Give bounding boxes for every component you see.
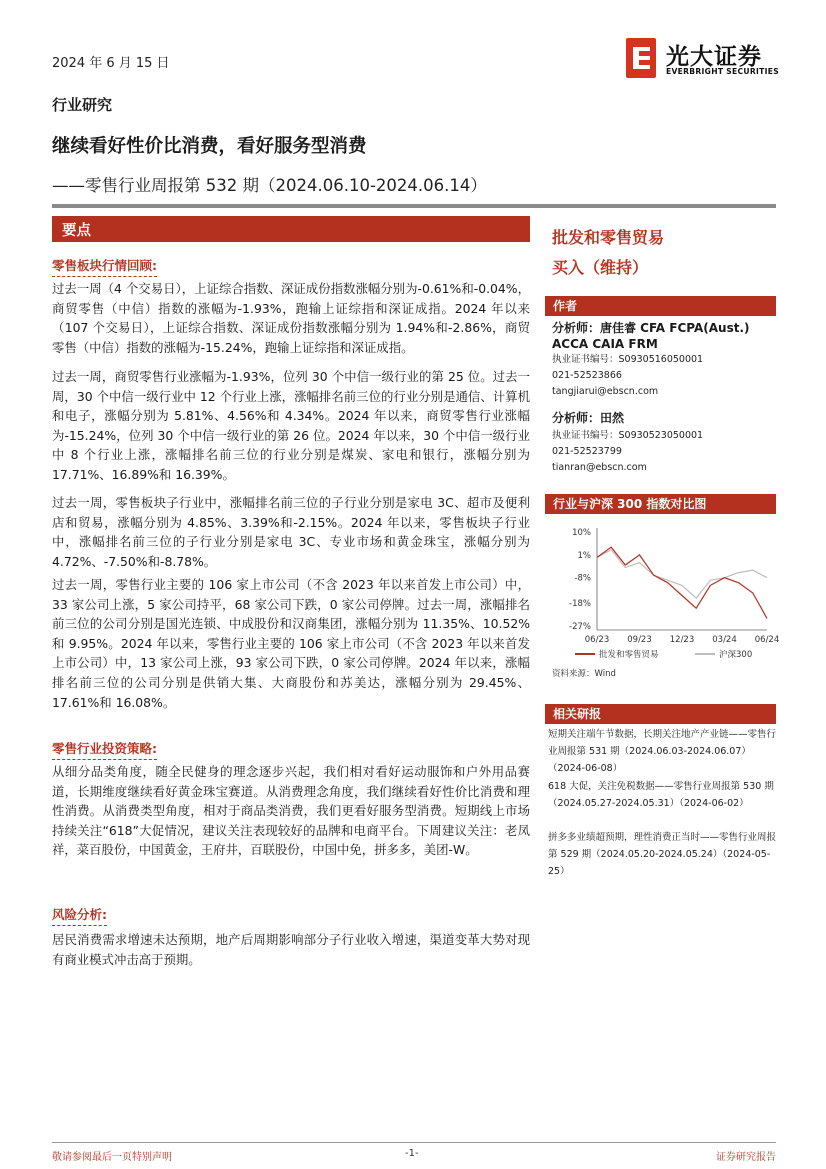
- legend-label: 沪深300: [719, 650, 753, 660]
- index-comparison-chart: [545, 520, 780, 665]
- report-title: 继续看好性价比消费，看好服务型消费: [52, 136, 367, 157]
- section-heading-market-review: 零售板块行情回顾:: [52, 256, 157, 277]
- related-report-1[interactable]: 短期关注端午节数据，长期关注地产产业链——零售行业周报第 531 期（2024.06.03-2024.06.07）（2024-06-08）: [548, 729, 777, 774]
- analyst-2-name: 分析师：田然: [552, 411, 625, 425]
- report-subtitle: ——零售行业周报第 532 期（2024.06.10-2024.06.14）: [52, 176, 487, 195]
- section-heading-risk: 风险分析:: [52, 905, 107, 926]
- y-tick-label: 1%: [577, 550, 591, 561]
- analyst-2-email[interactable]: tianran@ebscn.com: [552, 462, 647, 473]
- everbright-logo: [626, 36, 780, 82]
- x-tick-label: 12/23: [669, 635, 695, 645]
- y-tick-label: -27%: [569, 622, 591, 632]
- y-tick-label: -8%: [574, 573, 591, 584]
- header-divider: [52, 204, 776, 208]
- footer-divider: [52, 1142, 776, 1143]
- y-tick-label: -18%: [569, 599, 591, 610]
- analyst-1-phone: 021-52523866: [552, 370, 622, 381]
- y-tick-label: 10%: [572, 528, 591, 538]
- paragraph-market-2: 过去一周，商贸零售行业涨幅为-1.93%，位列 30 个中信一级行业的第 25 位。过去一周，30 个中信一级行业中 12 个行业上涨，涨幅排名前三位的行业分别是通信、计算机和电子，涨幅分别为 5.81%、4.56%和 4.34%。2024 年以来，商贸零售行业涨幅为-15.24%，位列 30 个中信一级行业的第 26 位。2024 年以来，30 个中信一级行业中 8 个行业上涨，涨幅排名前三位的行业分别是煤炭、家电和银行，涨幅分别为 17.71%、16.89%和 16.39%。: [52, 369, 530, 482]
- series-line: [597, 547, 767, 618]
- paragraph-market-4: 过去一周，零售行业主要的 106 家上市公司（不含 2023 年以来首发上市公司）中，33 家公司上涨，5 家公司持平，68 家公司下跌，0 家公司停牌。过去一周，涨幅排名前三位的公司分别是国光连锁、中成股份和汉商集团，涨幅分别为 11.35%、10.52%和 9.95%。2024 年以来，零售行业主要的 106 家上市公司（不含 2023 年以来首发上市公司）中，13 家公司上涨，93 家公司下跌，0 家公司停牌。2024 年以来，涨幅排名前三位的公司分别是供销大集、大商股份和苏美达，涨幅分别为 29.45%、17.61%和 16.08%。: [52, 577, 530, 710]
- paragraph-strategy: 从细分品类角度，随全民健身的理念逐步兴起，我们相对看好运动服饰和户外用品赛道，长期维度继续看好黄金珠宝赛道。从消费理念角度，我们继续看好性价比消费和理性消费。从消费类型角度，相对于商品类消费，我们更看好服务型消费。短期线上市场持续关注“618”大促情况，建议关注表现较好的品牌和电商平台。下周建议关注：老凤祥，菜百股份，中国黄金，王府井，百联股份，中国中免，拼多多，美团-W。: [52, 764, 530, 858]
- analyst-1-email[interactable]: tangjiarui@ebscn.com: [552, 386, 659, 397]
- paragraph-market-3: 过去一周，零售板块子行业中，涨幅排名前三位的子行业分别是家电 3C、超市及便利店和贸易，涨幅分别为 4.85%、3.39%和-2.15%。2024 年以来，零售板块子行业中，涨幅排名前三位的子行业分别是家电 3C、专业市场和黄金珠宝，涨幅分别为 4.72%、-7.50%和-8.78%。: [52, 495, 530, 569]
- x-tick-label: 09/23: [627, 635, 652, 645]
- x-tick-label: 03/24: [712, 635, 737, 645]
- chart-source: 资料来源：Wind: [552, 669, 616, 679]
- industry-name: 批发和零售贸易: [552, 228, 665, 247]
- analyst-1-cert: 执业证书编号：S0930516050001: [552, 354, 704, 365]
- related-reports-bar: 相关研报: [545, 704, 776, 724]
- analyst-2-cert: 执业证书编号：S0930523050001: [552, 430, 704, 441]
- analyst-1-name: 分析师：唐佳睿 CFA FCPA(Aust.) ACCA CAIA FRM: [552, 321, 750, 351]
- legend-label: 批发和零售贸易: [599, 650, 659, 660]
- footer-disclaimer: 敬请参阅最后一页特别声明: [52, 1152, 172, 1163]
- key-points-title: 要点: [62, 223, 91, 239]
- series-line: [597, 550, 767, 598]
- footer-report-type: 证券研究报告: [716, 1152, 776, 1163]
- logo-text-en: EVERBRIGHT SECURITIES: [666, 67, 780, 76]
- chart-title-bar: 行业与沪深 300 指数对比图: [545, 494, 776, 514]
- logo-text-cn: 光大证券: [666, 44, 762, 70]
- report-category: 行业研究: [52, 96, 113, 114]
- related-report-3[interactable]: 拼多多业绩超预期，理性消费正当时——零售行业周报第 529 期（2024.05.20-2024.05.24）（2024-05-25）: [548, 832, 777, 877]
- analyst-2-phone: 021-52523799: [552, 446, 622, 457]
- section-heading-strategy: 零售行业投资策略:: [52, 739, 157, 760]
- x-tick-label: 06/24: [754, 635, 780, 645]
- investment-rating: 买入（维持）: [552, 258, 649, 277]
- key-points-bar: [52, 216, 530, 242]
- x-tick-label: 06/23: [584, 635, 610, 645]
- paragraph-risk: 居民消费需求增速未达预期，地产后周期影响部分子行业收入增速，渠道变革大势对现有商业模式冲击高于预期。: [52, 932, 530, 967]
- authors-bar: 作者: [545, 296, 776, 316]
- report-date: 2024 年 6 月 15 日: [52, 56, 170, 71]
- paragraph-market-1: 过去一周（4 个交易日），上证综合指数、深证成份指数涨幅分别为-0.61%和-0.04%，商贸零售（中信）指数的涨幅为-1.93%，跑输上证综指和深证成指。2024 年以来（107 个交易日），上证综合指数、深证成份指数涨幅分别为 1.94%和-2.86%，商贸零售（中信）指数的涨幅为-15.24%，跑输上证综指和深证成指。: [52, 281, 530, 355]
- logo-mark-icon: [626, 38, 656, 78]
- page-number: -1-: [405, 1148, 419, 1159]
- related-report-2[interactable]: 618 大促，关注免税数据——零售行业周报第 530 期（2024.05.27-2024.05.31）（2024-06-02）: [548, 781, 774, 809]
